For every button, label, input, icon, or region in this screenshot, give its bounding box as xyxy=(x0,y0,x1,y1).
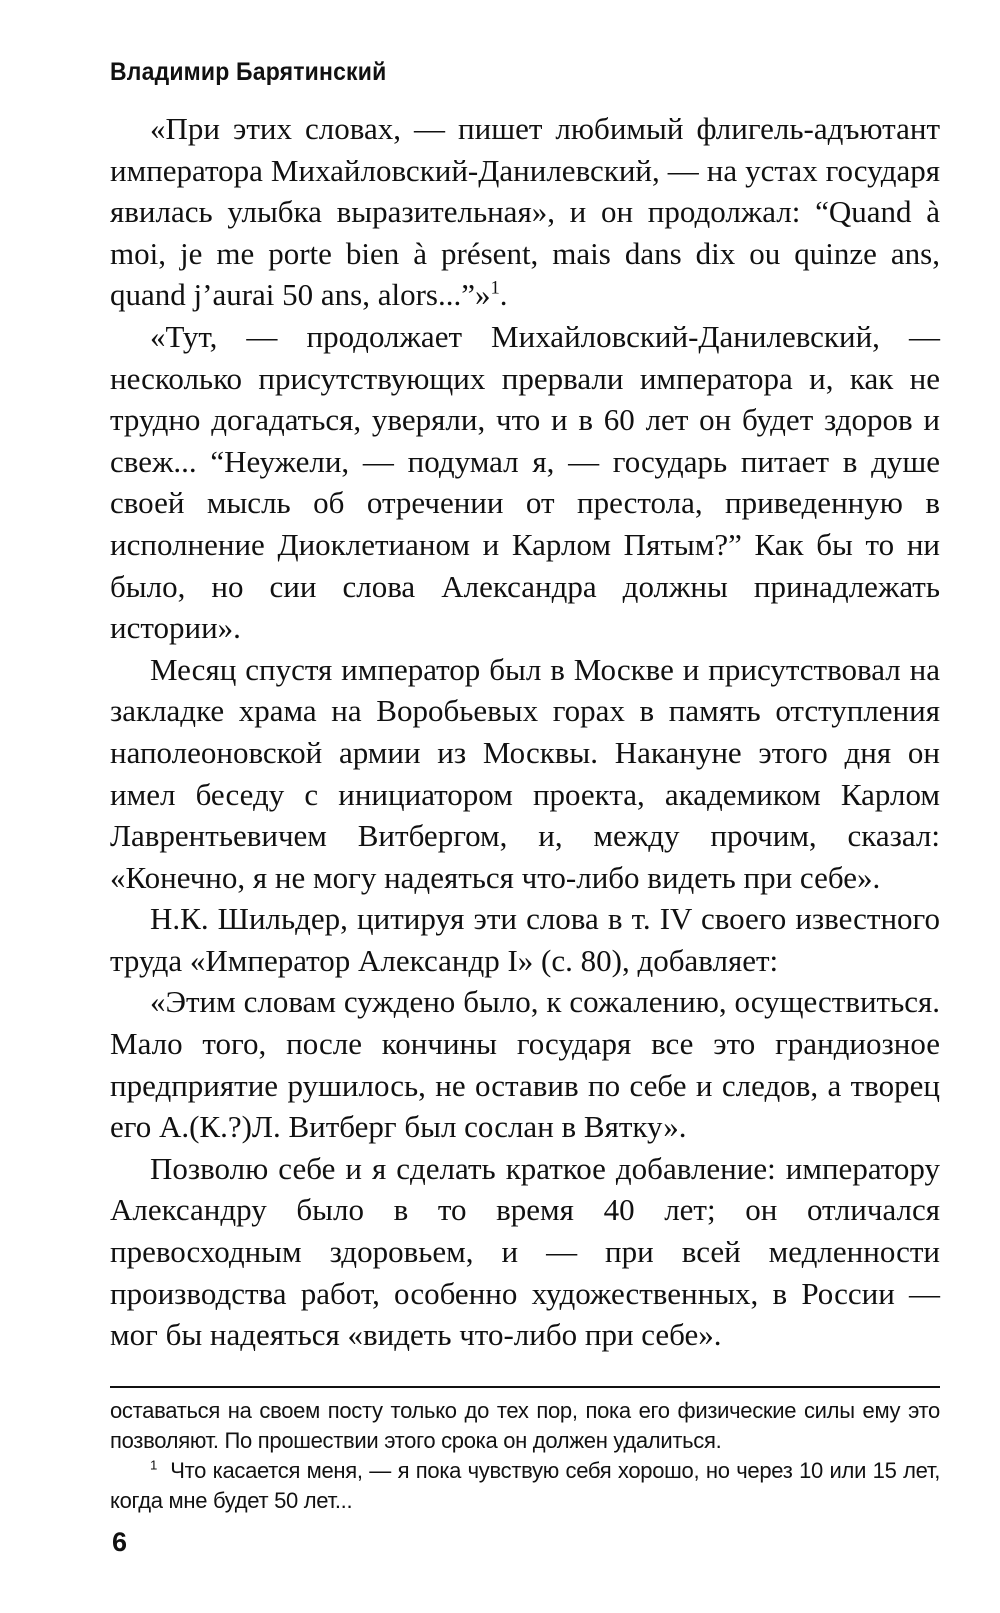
paragraph-4: Н.К. Шильдер, цитируя эти слова в т. IV своего известного труда «Император Александр I» (с. 80), добавляет: xyxy=(110,901,940,978)
paragraph-5: «Этим словам суждено было, к сожалению, осуществиться. Мало того, после кончины государя все это грандиозное предприятие рушилось, не оставив по себе и следов, а творец его А.(К.?)Л. Витберг был сослан в Вятку». xyxy=(110,984,940,1145)
footnote-reference-1: 1 xyxy=(490,278,500,300)
footnote-1-marker: 1 xyxy=(150,1457,158,1473)
footnotes xyxy=(110,1396,940,1516)
paragraph-2: «Тут, — продолжает Михайловский-Данилевский, — несколько присутствующих прервали императора и, как не трудно догадаться, уверяли, что и в 60 лет он будет здоров и свеж... “Неужели, — подумал я, — государь питает в душе своей мысль об отречении от престола, приведенную в исполнение Диоклетианом и Карлом Пятым?” Как бы то ни было, но сии слова Александра должны принадлежать истории». xyxy=(110,318,940,646)
page-number: 6 xyxy=(112,1527,128,1557)
paragraph-3: Месяц спустя император был в Москве и присутствовал на закладке храма на Воробьевых горах в память отступления наполеоновской армии из Москвы. Накануне этого дня он имел беседу с инициатором проекта, академиком Карлом Лаврентьевичем Витбергом, и, между прочим, сказал: «Конечно, я не могу надеяться что-либо видеть при себе». xyxy=(110,651,940,895)
main-text xyxy=(110,108,940,1356)
running-head-author: Владимир Барятинский xyxy=(110,58,387,86)
book-page xyxy=(110,52,940,1516)
paragraph-1-tail: . xyxy=(499,277,508,313)
footnote-continued: оставаться на своем посту только до тех пор, пока его физические силы ему это позволяют. По прошествии этого срока он должен удалиться. xyxy=(110,1397,940,1453)
paragraph-1-text: «При этих словах, — пишет любимый флигель-адъютант императора Михайловский-Данилевский, — на устах государя явилась улыбка выразительная», и он продолжал: “Quand à moi, je me porte bien à présent, mais dans dix ou quinze ans, quand j’aurai 50 ans, alors...”» xyxy=(110,111,940,313)
footnote-separator-rule xyxy=(110,1386,940,1388)
footnote-1 xyxy=(110,1456,940,1516)
paragraph-1 xyxy=(110,108,940,316)
footnote-1-text: Что касается меня, — я пока чувствую себя хорошо, но через 10 или 15 лет, когда мне будет 50 лет... xyxy=(110,1457,941,1513)
paragraph-6: Позволю себе и я сделать краткое добавление: императору Александру было в то время 40 лет; он отличался превосходным здоровьем, и — при всей медленности производства работ, особенно художественных, в России — мог бы надеяться «видеть что-либо при себе». xyxy=(110,1150,940,1353)
